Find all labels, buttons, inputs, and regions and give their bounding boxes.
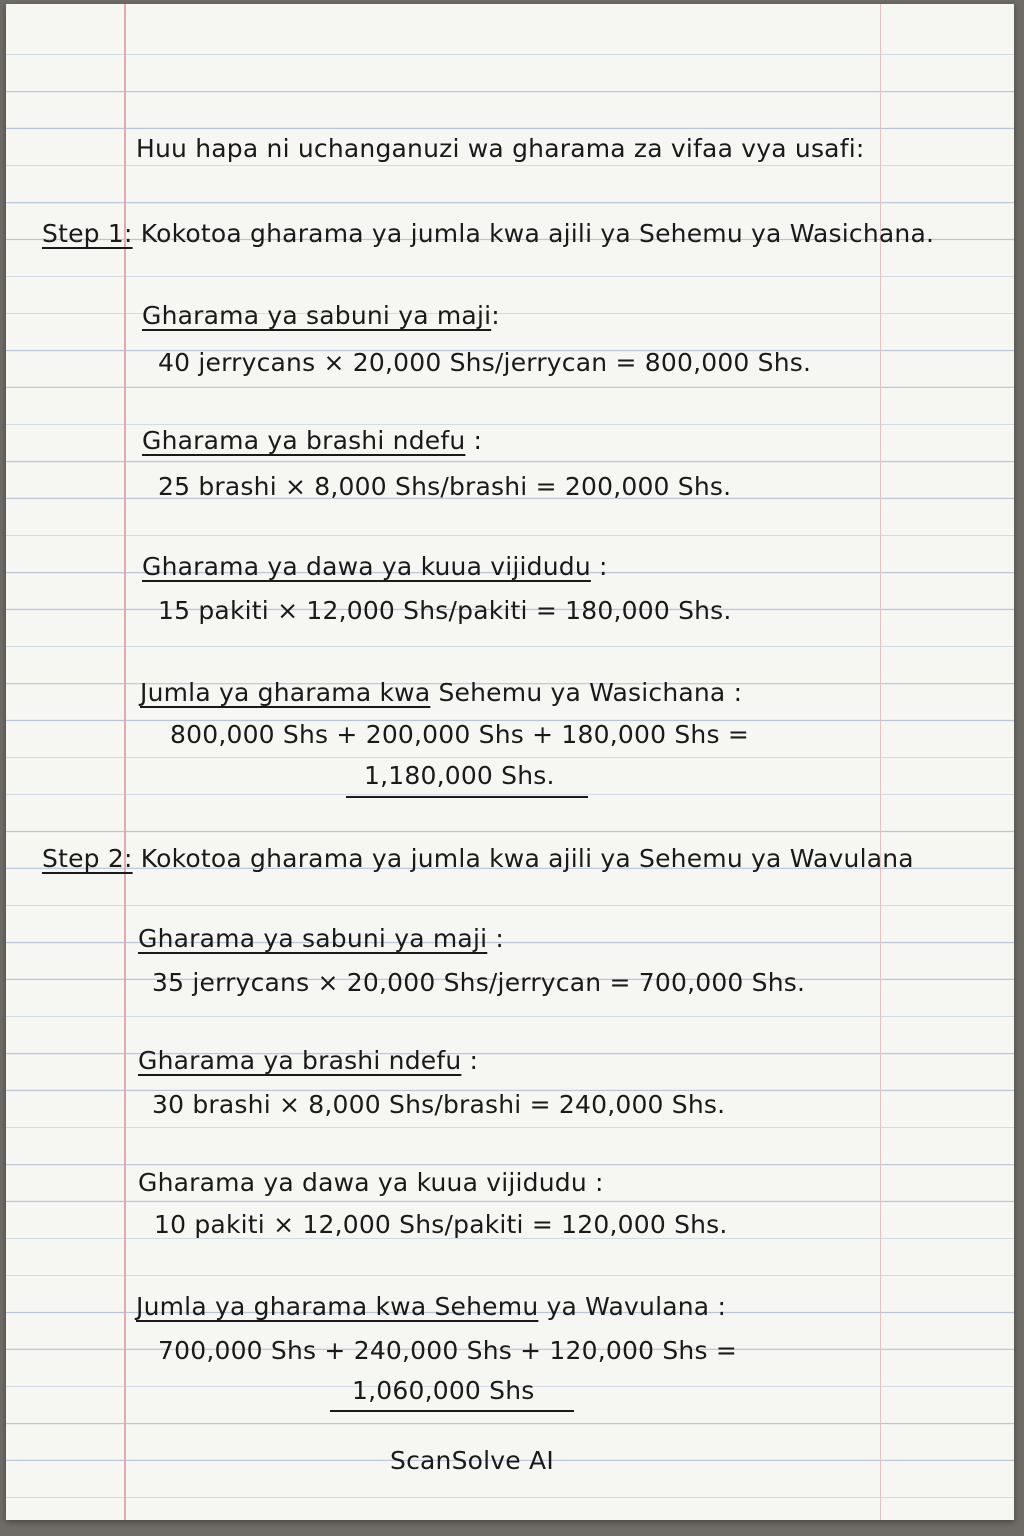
step2-total-heading-rest: ya Wavulana :	[538, 1292, 727, 1321]
step2-item3-calc: 10 pakiti × 12,000 Shs/pakiti = 120,000 Shs.	[154, 1210, 728, 1239]
step2-item2-colon: :	[461, 1046, 479, 1075]
step1-result-underline	[346, 796, 588, 798]
step1-item1-heading: Gharama ya sabuni ya maji	[142, 301, 492, 330]
step1-block	[42, 219, 934, 249]
step2-block	[42, 844, 914, 874]
step2-item3-heading-line	[138, 1168, 604, 1198]
step1-item2-heading: Gharama ya brashi ndefu	[142, 426, 466, 455]
step1-item2-calc: 25 brashi × 8,000 Shs/brashi = 200,000 Shs.	[158, 472, 732, 501]
step1-item3-calc: 15 pakiti × 12,000 Shs/pakiti = 180,000 Shs.	[158, 596, 732, 625]
step2-label: Step 2:	[42, 844, 133, 873]
step2-item2-calc: 30 brashi × 8,000 Shs/brashi = 240,000 Shs.	[152, 1090, 726, 1119]
step2-item2-heading-line	[138, 1046, 478, 1076]
step1-total-calc: 800,000 Shs + 200,000 Shs + 180,000 Shs =	[170, 720, 749, 749]
step1-label: Step 1:	[42, 219, 133, 248]
step2-total-heading: Jumla ya gharama kwa Sehemu	[136, 1292, 539, 1321]
step2-item3-heading: Gharama ya dawa ya kuua vijidudu	[138, 1168, 587, 1197]
step2-total-calc: 700,000 Shs + 240,000 Shs + 120,000 Shs =	[158, 1336, 737, 1365]
step1-item3-heading: Gharama ya dawa ya kuua vijidudu	[142, 552, 591, 581]
step2-item1-calc: 35 jerrycans × 20,000 Shs/jerrycan = 700,000 Shs.	[152, 968, 806, 997]
step2-item1-heading-line	[138, 924, 504, 954]
step2-title: Kokotoa gharama ya jumla kwa ajili ya Sehemu ya Wavulana	[140, 844, 914, 873]
step1-total-heading-line	[140, 678, 742, 708]
step1-item2-colon: :	[465, 426, 483, 455]
step1-item2-heading-line	[142, 426, 482, 456]
step2-total-heading-line	[136, 1292, 726, 1322]
step1-item1-calc: 40 jerrycans × 20,000 Shs/jerrycan = 800,000 Shs.	[158, 348, 812, 377]
step1-item3-colon: :	[590, 552, 608, 581]
intro-text: Huu hapa ni uchanganuzi wa gharama za vifaa vya usafi:	[136, 134, 865, 163]
step1-item3-heading-line	[142, 552, 608, 582]
step2-item2-heading: Gharama ya brashi ndefu	[138, 1046, 462, 1075]
step1-total-result: 1,180,000 Shs.	[364, 761, 555, 790]
footer-signature: ScanSolve AI	[390, 1446, 554, 1475]
step1-total-heading-rest: Sehemu ya Wasichana :	[430, 678, 743, 707]
step2-item1-heading: Gharama ya sabuni ya maji	[138, 924, 488, 953]
step1-total-heading: Jumla ya gharama kwa	[140, 678, 431, 707]
step1-title: Kokotoa gharama ya jumla kwa ajili ya Sehemu ya Wasichana.	[140, 219, 935, 248]
step2-item3-colon: :	[586, 1168, 604, 1197]
step1-item1-heading-line	[142, 301, 500, 331]
notebook-page	[6, 4, 1014, 1520]
step2-item1-colon: :	[487, 924, 505, 953]
step2-total-result: 1,060,000 Shs	[352, 1376, 535, 1405]
step2-result-underline	[330, 1410, 574, 1412]
step1-item1-colon: :	[491, 301, 500, 330]
